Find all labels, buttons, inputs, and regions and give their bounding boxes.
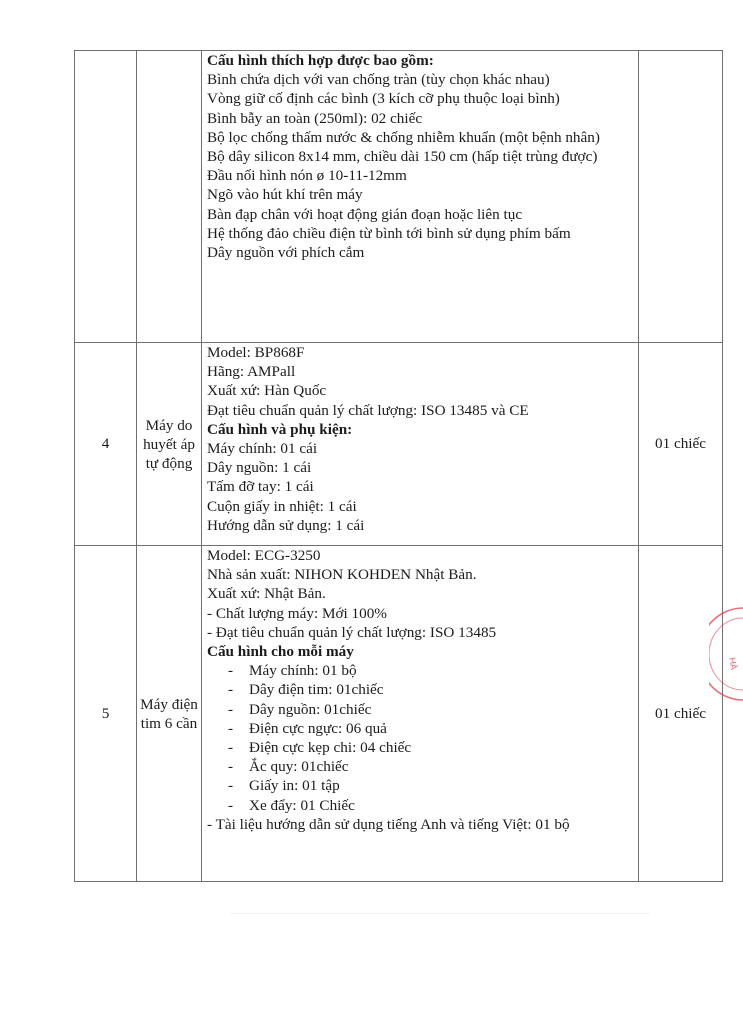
spec-line: Model: ECG-3250 — [207, 547, 321, 564]
dash-item-text: Giấy in: 01 tập — [249, 777, 340, 795]
spec-line: Cuộn giấy in nhiệt: 1 cái — [207, 497, 357, 515]
spec-cell — [202, 51, 639, 343]
dash-item-text: Ắc quy: 01chiếc — [249, 758, 349, 776]
spec-line: Bình bẫy an toàn (250ml): 02 chiếc — [207, 109, 423, 127]
dash-item-text: Dây điện tim: 01chiếc — [249, 681, 384, 699]
scan-artifact-line — [230, 913, 650, 914]
qty-cell — [639, 51, 723, 343]
stt-cell: 4 — [75, 343, 137, 546]
spec-line: - Tài liệu hướng dẫn sử dụng tiếng Anh và tiếng Việt: 01 bộ — [207, 815, 570, 833]
spec-cell — [202, 343, 639, 546]
dash-list-item — [207, 796, 634, 815]
dash-list-item — [207, 738, 634, 757]
spec-line: Xuất xứ: Hàn Quốc — [207, 382, 327, 400]
spec-line: Đạt tiêu chuẩn quản lý chất lượng: ISO 13485 và CE — [207, 401, 529, 419]
dash-list-item — [207, 757, 634, 776]
table-row — [75, 51, 723, 343]
dash-list-item — [207, 776, 634, 795]
qty-cell: 01 chiếc — [639, 546, 723, 882]
red-seal-stamp — [709, 604, 743, 704]
config-heading: Cấu hình thích hợp được bao gồm: — [207, 52, 434, 69]
seal-outer-ring — [709, 608, 743, 700]
dash-list-item — [207, 700, 634, 719]
spec-line: Xuất xứ: Nhật Bản. — [207, 585, 326, 603]
dash-mark: - — [228, 758, 234, 776]
spec-line: Bộ lọc chống thấm nước & chống nhiễm khuẩn (một bệnh nhân) — [207, 128, 600, 146]
qty-cell: 01 chiếc — [639, 343, 723, 546]
dash-item-text: Điện cực ngực: 06 quả — [249, 719, 387, 737]
spec-line: Tấm đỡ tay: 1 cái — [207, 478, 314, 496]
spec-line: - Đạt tiêu chuẩn quản lý chất lượng: ISO 13485 — [207, 623, 497, 641]
spec-line: Hướng dẫn sử dụng: 1 cái — [207, 516, 365, 534]
stt-cell — [75, 51, 137, 343]
seal-inner-ring — [709, 618, 743, 690]
spec-line: Bộ dây silicon 8x14 mm, chiều dài 150 cm (hấp tiệt trùng được) — [207, 148, 598, 166]
dash-mark: - — [228, 739, 234, 757]
dash-item-text: Điện cực kẹp chi: 04 chiếc — [249, 739, 412, 757]
spec-line: Bàn đạp chân với hoạt động gián đoạn hoặc liên tục — [207, 205, 523, 223]
spec-line: Hệ thống đảo chiều điện từ bình tới bình sử dụng phím bấm — [207, 224, 571, 242]
table-row — [75, 343, 723, 546]
spec-line: Model: BP868F — [207, 344, 305, 361]
dash-list-item — [207, 680, 634, 699]
spec-line: Đầu nối hình nón ø 10-11-12mm — [207, 167, 407, 185]
dash-mark: - — [228, 796, 234, 814]
dash-mark: - — [228, 662, 234, 680]
config-heading: Cấu hình và phụ kiện: — [207, 420, 353, 438]
spec-line: Vòng giữ cố định các bình (3 kích cỡ phụ thuộc loại bình) — [207, 90, 560, 108]
dash-list-item — [207, 719, 634, 738]
seal-text: HÀ — [727, 656, 740, 671]
table-row — [75, 546, 723, 882]
config-heading: Cấu hình cho mỗi máy — [207, 643, 354, 661]
dash-mark: - — [228, 777, 234, 795]
stt-cell: 5 — [75, 546, 137, 882]
equipment-spec-table — [74, 50, 723, 882]
dash-list-item — [207, 661, 634, 680]
dash-mark: - — [228, 700, 234, 718]
item-name-cell: Máy điện tim 6 cần — [137, 546, 202, 882]
spec-line: Ngõ vào hút khí trên máy — [207, 186, 363, 204]
dash-mark: - — [228, 681, 234, 699]
item-name-cell: Máy do huyết áp tự động — [137, 343, 202, 546]
dash-item-text: Máy chính: 01 bộ — [249, 662, 357, 680]
dash-mark: - — [228, 719, 234, 737]
spec-line: Bình chứa dịch với van chống tràn (tùy chọn khác nhau) — [207, 71, 550, 89]
spec-line: Dây nguồn với phích cắm — [207, 244, 365, 262]
spec-cell — [202, 546, 639, 882]
spec-line: Nhà sản xuất: NIHON KOHDEN Nhật Bản. — [207, 566, 477, 584]
spec-line: - Chất lượng máy: Mới 100% — [207, 604, 387, 622]
dash-item-text: Dây nguồn: 01chiếc — [249, 700, 372, 718]
spec-line: Máy chính: 01 cái — [207, 440, 318, 458]
item-name-cell — [137, 51, 202, 343]
spec-line: Hãng: AMPall — [207, 363, 296, 381]
dash-item-text: Xe đẩy: 01 Chiếc — [249, 796, 355, 814]
spec-line: Dây nguồn: 1 cái — [207, 459, 312, 477]
